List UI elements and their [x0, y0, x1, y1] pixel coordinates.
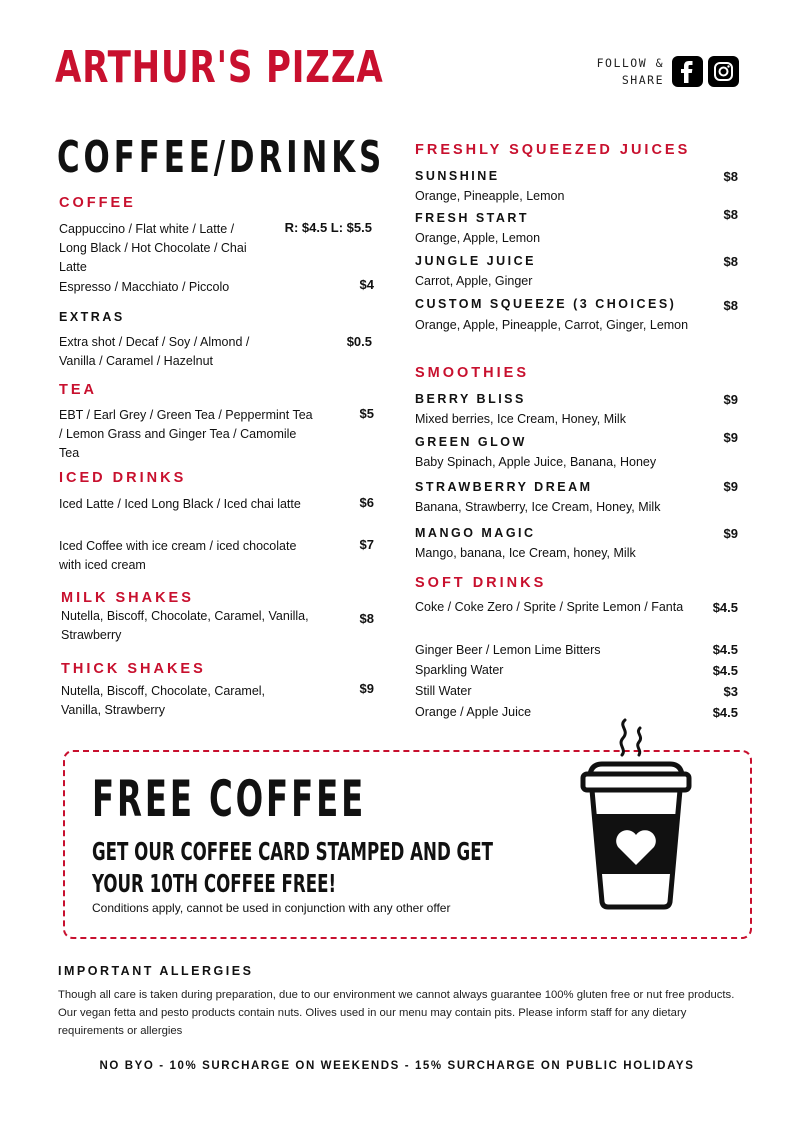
section-extras-heading: EXTRAS — [59, 310, 125, 324]
menu-item-coffee-2: Espresso / Macchiato / Piccolo — [59, 280, 230, 294]
section-tea-heading: TEA — [59, 382, 97, 398]
smoothie-price-4: $9 — [723, 526, 738, 541]
softdrink-price-2: $4.5 — [712, 642, 738, 657]
softdrink-item-1: Coke / Coke Zero / Sprite / Sprite Lemon / Fanta — [415, 600, 684, 614]
menu-price-extras-1: $0.5 — [346, 334, 372, 349]
menu-item-coffee-1: Cappuccino / Flat white / Latte / Long Black / Hot Chocolate / Chai Latte — [59, 222, 247, 274]
instagram-icon[interactable] — [708, 56, 739, 87]
free-coffee-subtitle: GET OUR COFFEE CARD STAMPED AND GET YOUR 10TH COFFEE FREE! — [92, 837, 493, 898]
follow-share-label — [560, 55, 664, 89]
juice-desc-1: Orange, Pineapple, Lemon — [415, 189, 565, 203]
free-coffee-title: FREE COFFEE — [92, 770, 367, 828]
softdrink-price-5: $4.5 — [712, 705, 738, 720]
smoothie-desc-1: Mixed berries, Ice Cream, Honey, Milk — [415, 412, 626, 426]
juice-name-2: FRESH START — [415, 211, 530, 225]
smoothie-name-3: STRAWBERRY DREAM — [415, 480, 593, 494]
smoothie-desc-3: Banana, Strawberry, Ice Cream, Honey, Milk — [415, 500, 661, 514]
softdrink-item-4: Still Water — [415, 684, 472, 698]
juice-price-4: $8 — [723, 298, 738, 313]
section-thickshakes-heading: THICK SHAKES — [61, 661, 206, 677]
section-milkshakes-heading: MILK SHAKES — [61, 590, 194, 606]
coffee-cup-heart-icon — [570, 714, 700, 914]
smoothie-name-4: MANGO MAGIC — [415, 526, 536, 540]
page-title: COFFEE/DRINKS — [57, 132, 386, 183]
smoothie-price-3: $9 — [723, 479, 738, 494]
smoothie-name-2: GREEN GLOW — [415, 435, 527, 449]
menu-price-tea-1: $5 — [359, 406, 374, 421]
allergies-text: Though all care is taken during preparation, due to our environment we cannot always guarantee 100% gluten free or nut free products. Our vegan fetta and pesto products contain nuts. Olives used in our menu may contain pits. Please inform staff for any dietary requirements or allergies — [58, 989, 735, 1037]
free-coffee-conditions: Conditions apply, cannot be used in conjunction with any other offer — [92, 901, 451, 915]
softdrink-price-3: $4.5 — [712, 663, 738, 678]
menu-item-thickshake-1: Nutella, Biscoff, Chocolate, Caramel, Vanilla, Strawberry — [61, 684, 266, 717]
smoothie-name-1: BERRY BLISS — [415, 392, 526, 406]
juice-desc-3: Carrot, Apple, Ginger — [415, 274, 533, 288]
menu-price-thickshake-1: $9 — [359, 681, 374, 696]
softdrink-item-3: Sparkling Water — [415, 663, 504, 677]
section-softdrinks-heading: SOFT DRINKS — [415, 575, 547, 591]
smoothie-desc-2: Baby Spinach, Apple Juice, Banana, Honey — [415, 455, 657, 469]
share-line: SHARE — [621, 73, 664, 87]
smoothie-price-2: $9 — [723, 430, 738, 445]
menu-price-iced-2: $7 — [359, 537, 374, 552]
juice-desc-2: Orange, Apple, Lemon — [415, 231, 541, 245]
menu-price-coffee-1: R: $4.5 L: $5.5 — [284, 220, 372, 235]
softdrink-item-5: Orange / Apple Juice — [415, 705, 532, 719]
menu-item-iced-1: Iced Latte / Iced Long Black / Iced chai latte — [59, 497, 301, 511]
juice-price-2: $8 — [723, 207, 738, 222]
juice-name-4: CUSTOM SQUEEZE (3 CHOICES) — [415, 297, 677, 311]
menu-price-iced-1: $6 — [359, 495, 374, 510]
menu-item-milkshake-1: Nutella, Biscoff, Chocolate, Caramel, Vanilla, Strawberry — [61, 609, 309, 642]
section-juices-heading: FRESHLY SQUEEZED JUICES — [415, 142, 691, 158]
facebook-icon[interactable] — [672, 56, 703, 87]
section-smoothies-heading: SMOOTHIES — [415, 365, 530, 381]
menu-price-coffee-2: $4 — [359, 277, 374, 292]
juice-name-1: SUNSHINE — [415, 169, 500, 183]
smoothie-desc-4: Mango, banana, Ice Cream, honey, Milk — [415, 546, 636, 560]
softdrink-price-4: $3 — [723, 684, 738, 699]
menu-price-milkshake-1: $8 — [359, 611, 374, 626]
juice-name-3: JUNGLE JUICE — [415, 254, 536, 268]
brand-title: ARTHUR'S PIZZA — [55, 42, 384, 93]
allergies-heading: IMPORTANT ALLERGIES — [58, 964, 254, 978]
softdrink-price-1: $4.5 — [712, 600, 738, 615]
footer-surcharge-notice: NO BYO - 10% SURCHARGE ON WEEKENDS - 15% SURCHARGE ON PUBLIC HOLIDAYS — [99, 1060, 695, 1072]
menu-item-extras-1: Extra shot / Decaf / Soy / Almond / Vanilla / Caramel / Hazelnut — [59, 335, 250, 368]
softdrink-item-2: Ginger Beer / Lemon Lime Bitters — [415, 643, 601, 657]
section-iced-heading: ICED DRINKS — [59, 470, 187, 486]
menu-item-tea-1: EBT / Earl Grey / Green Tea / Peppermint Tea / Lemon Grass and Ginger Tea / Camomile Tea — [59, 408, 313, 460]
smoothie-price-1: $9 — [723, 392, 738, 407]
juice-desc-4: Orange, Apple, Pineapple, Carrot, Ginger, Lemon — [415, 318, 689, 332]
menu-item-iced-2: Iced Coffee with ice cream / iced chocolate with iced cream — [59, 539, 297, 572]
juice-price-1: $8 — [723, 169, 738, 184]
section-coffee-heading: COFFEE — [59, 195, 136, 211]
juice-price-3: $8 — [723, 254, 738, 269]
follow-line: FOLLOW & — [596, 56, 664, 70]
